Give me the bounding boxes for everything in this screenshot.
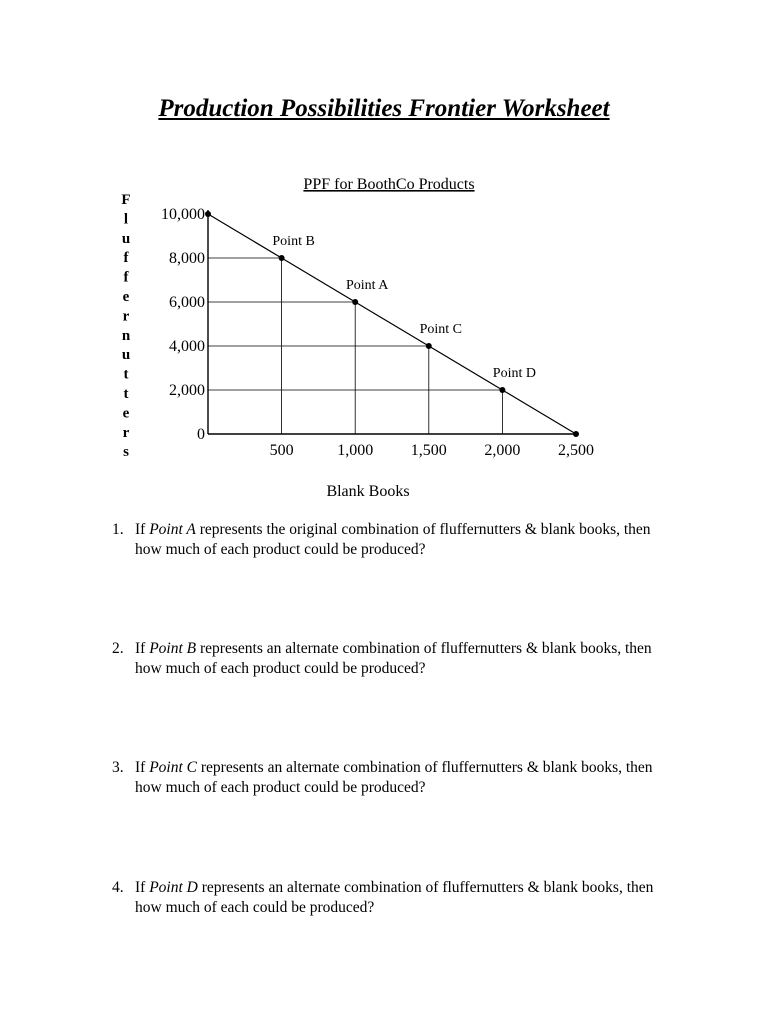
question-text: If Point D represents an alternate combination of fluffernutters & blank books, then how much of each could be produced? xyxy=(135,879,654,916)
point-label: Point C xyxy=(419,322,463,337)
y-axis-letter: l xyxy=(123,211,129,228)
question-number: 3. xyxy=(112,759,124,776)
x-tick-label: 2,500 xyxy=(558,442,594,459)
data-point xyxy=(426,343,432,349)
y-tick-label: 0 xyxy=(197,426,205,443)
question-4 xyxy=(112,878,672,918)
y-tick-labels xyxy=(161,206,205,443)
ppf-line-path xyxy=(208,214,576,434)
question-text: If Point C represents an alternate combination of fluffernutters & blank books, then how much of each product could be produced? xyxy=(135,759,653,796)
question-1 xyxy=(112,520,672,560)
question-number: 2. xyxy=(112,640,124,657)
x-tick-label: 1,000 xyxy=(337,442,374,459)
y-axis-letter: e xyxy=(122,289,130,305)
point-reference: Point B xyxy=(149,640,197,657)
worksheet-title: Production Possibilities Frontier Worksheet xyxy=(158,95,610,122)
x-tick-label: 1,500 xyxy=(410,442,447,459)
point-reference: Point A xyxy=(149,521,196,538)
y-axis-letter: u xyxy=(121,230,131,247)
data-point xyxy=(352,299,358,305)
question-2 xyxy=(112,639,672,679)
y-tick-label: 2,000 xyxy=(169,382,205,399)
data-point xyxy=(573,431,579,437)
y-axis-letter: s xyxy=(123,444,129,461)
point-label: Point A xyxy=(345,278,389,293)
y-axis-label xyxy=(121,192,130,460)
data-point xyxy=(205,211,211,217)
y-axis-letter: F xyxy=(121,192,131,208)
point-label: Point D xyxy=(492,366,536,381)
question-number: 1. xyxy=(112,521,124,538)
y-axis-letter: u xyxy=(121,347,131,364)
x-tick-label: 500 xyxy=(269,442,294,459)
point-reference: Point D xyxy=(149,879,198,896)
y-axis-letter: f xyxy=(123,269,129,286)
y-axis-letter: r xyxy=(122,308,130,325)
point-reference: Point C xyxy=(149,759,197,776)
y-axis-letter: f xyxy=(123,250,129,267)
y-tick-label: 4,000 xyxy=(169,338,205,355)
y-axis-letter: t xyxy=(123,366,129,383)
y-axis-letter: e xyxy=(122,405,130,422)
x-axis-label: Blank Books xyxy=(326,483,410,500)
y-axis-letter: r xyxy=(122,424,130,441)
x-tick-labels xyxy=(270,442,594,459)
question-text: If Point A represents the original combination of fluffernutters & blank books, then how much of each product could be produced? xyxy=(135,521,651,558)
chart-title: PPF for BoothCo Products xyxy=(303,176,475,193)
point-label: Point B xyxy=(272,234,315,249)
x-tick-label: 2,000 xyxy=(484,442,521,459)
question-text: If Point B represents an alternate combination of fluffernutters & blank books, then how much of each product could be produced? xyxy=(135,640,652,677)
ppf-chart xyxy=(0,160,768,510)
point-labels xyxy=(272,234,536,381)
ppf-line xyxy=(208,214,576,434)
y-tick-label: 6,000 xyxy=(169,294,205,311)
question-number: 4. xyxy=(112,879,124,896)
y-axis-letter: t xyxy=(123,386,129,402)
question-3 xyxy=(112,758,672,798)
y-tick-label: 8,000 xyxy=(169,250,205,267)
y-axis-letter: n xyxy=(121,327,131,344)
y-tick-label: 10,000 xyxy=(161,206,205,223)
data-point xyxy=(499,387,505,393)
data-point xyxy=(279,255,285,261)
